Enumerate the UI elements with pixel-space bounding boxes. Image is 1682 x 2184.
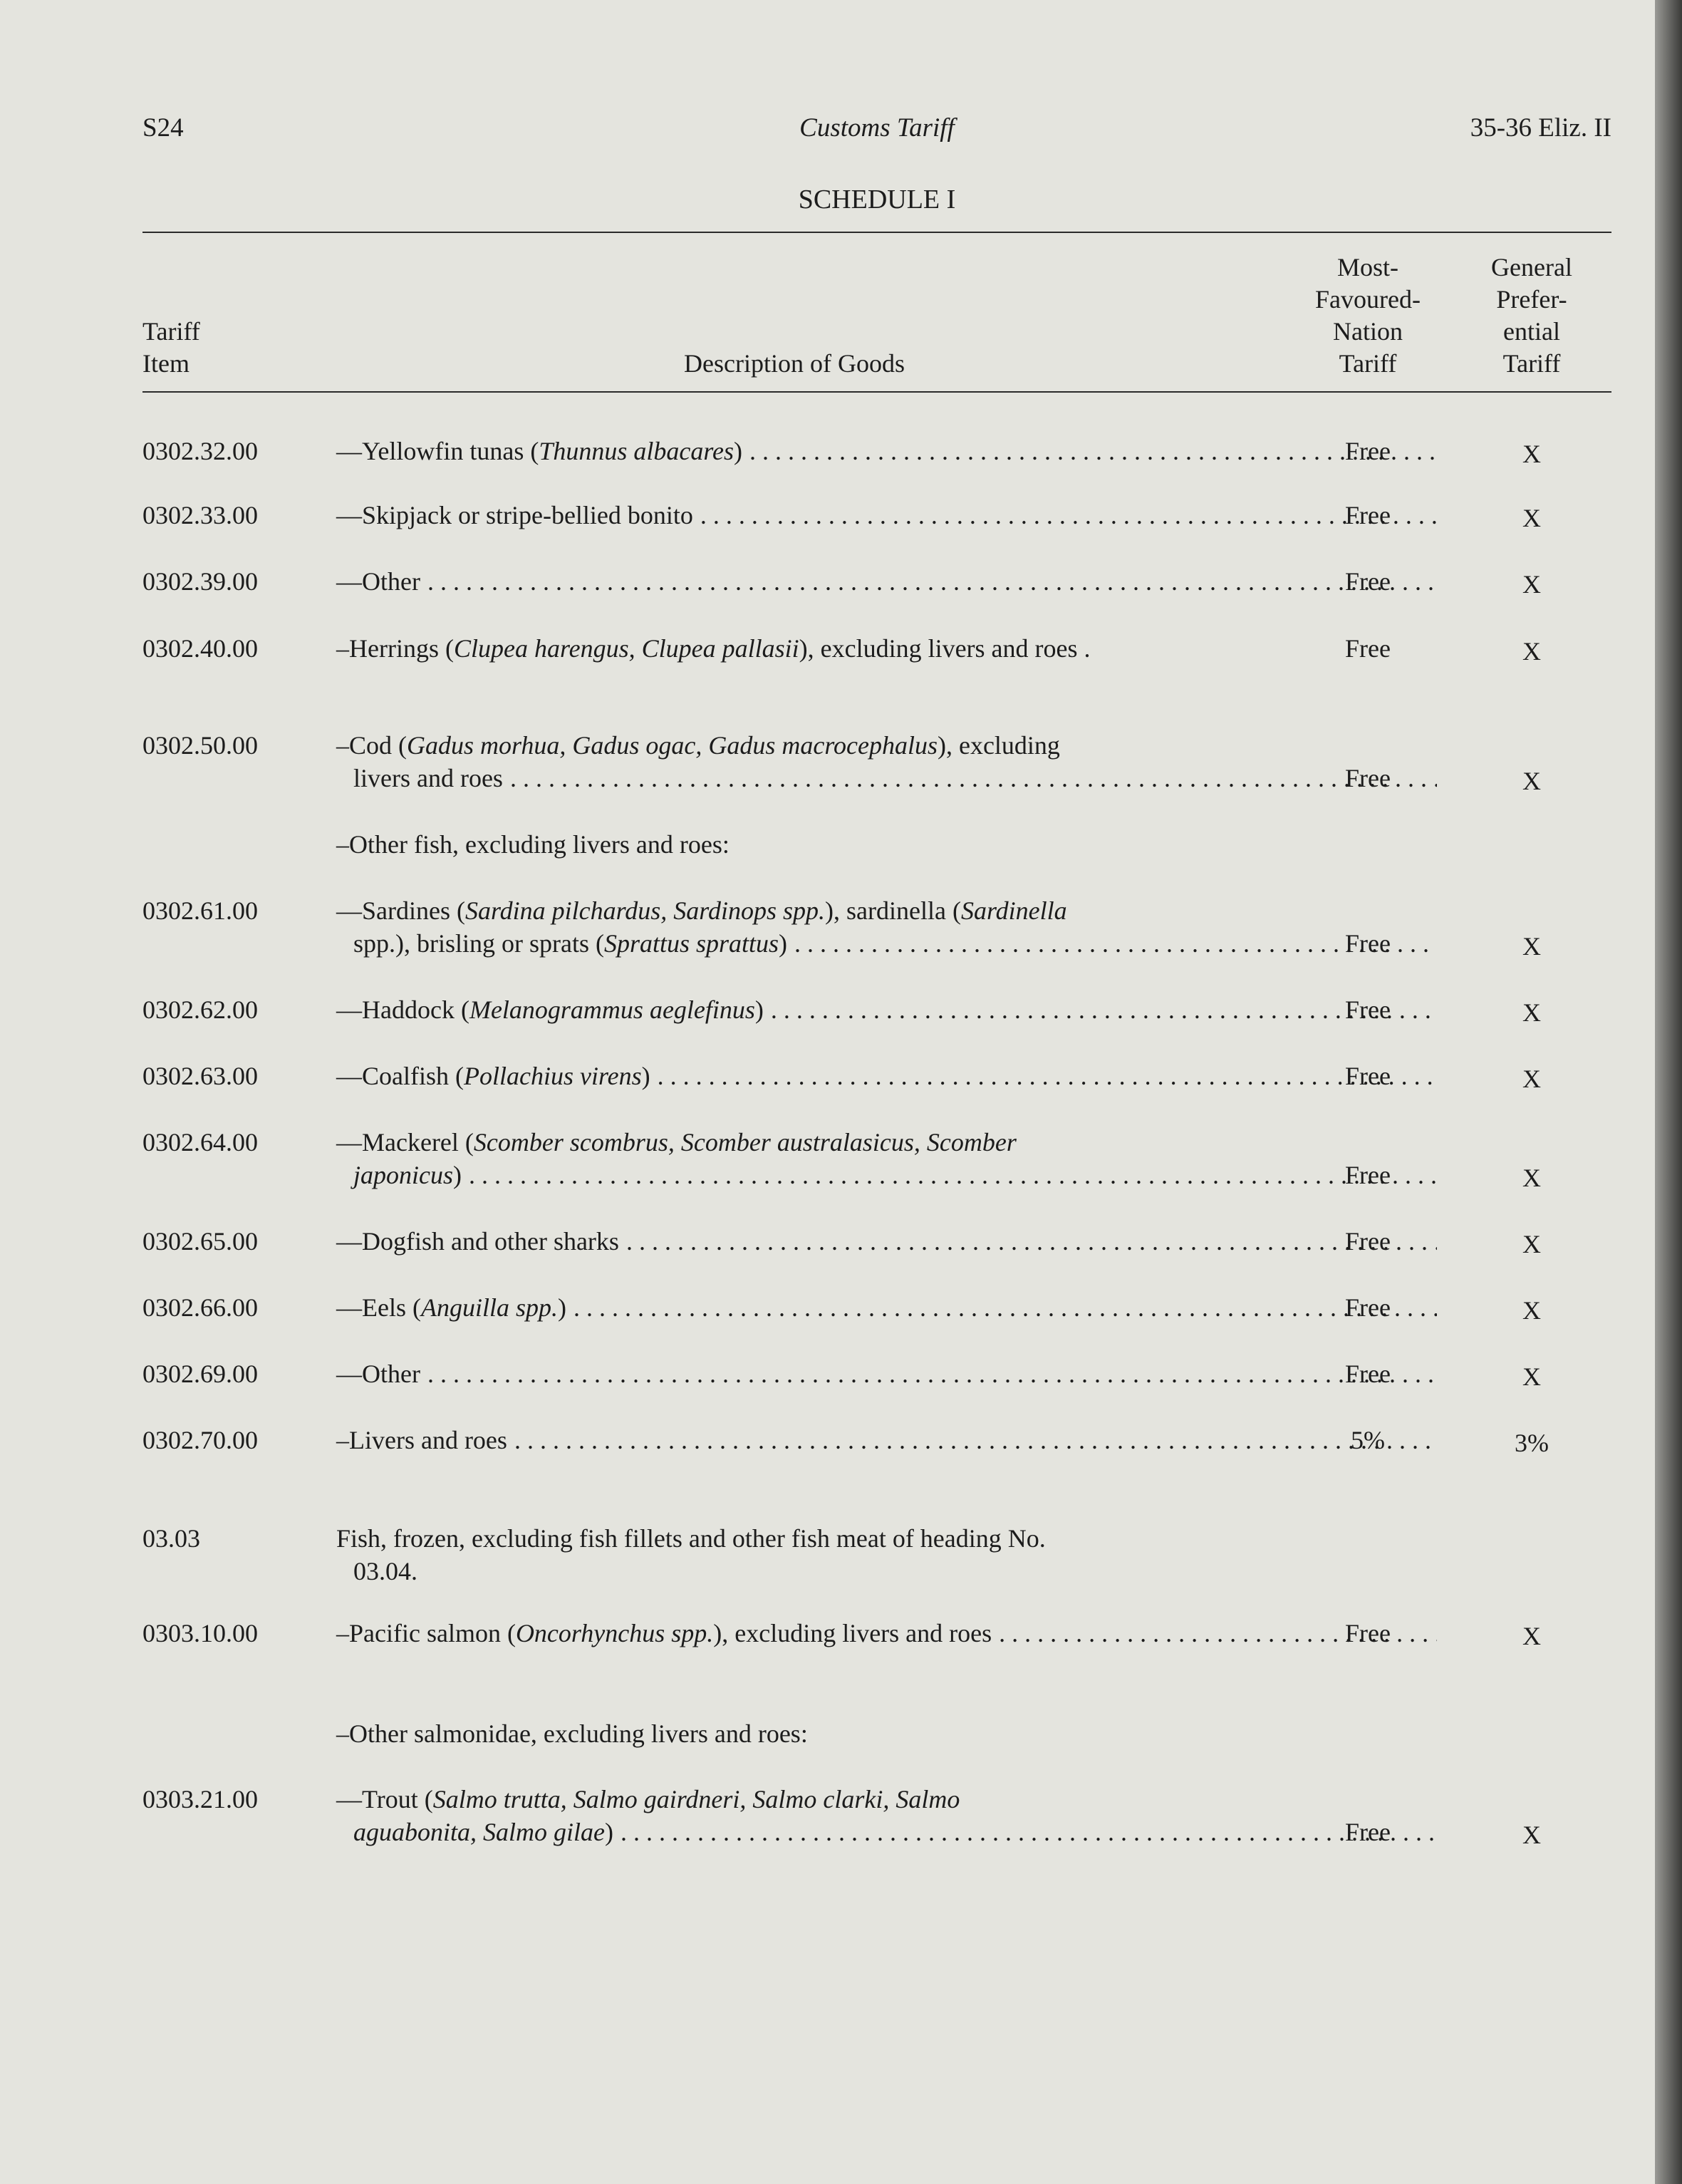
description-text: –Livers and roes bbox=[336, 1426, 507, 1454]
column-header-gpt-line: Prefer- bbox=[1496, 285, 1567, 314]
gpt-rate: X bbox=[1522, 767, 1541, 795]
description-text: Fish, frozen, excluding fish fillets and other fish meat of heading No. bbox=[336, 1524, 1046, 1553]
description-line-text bbox=[336, 1717, 808, 1750]
column-header-item-line: Tariff bbox=[142, 317, 200, 346]
description-line bbox=[336, 1225, 1437, 1258]
description-line-text bbox=[336, 1783, 960, 1816]
mfn-rate: Free bbox=[1345, 995, 1391, 1024]
description-line-text bbox=[353, 927, 787, 960]
mfn-rate: Free bbox=[1345, 437, 1391, 465]
description-text: —Haddock ( bbox=[336, 995, 469, 1024]
description-line bbox=[336, 1816, 1437, 1848]
tariff-item-code: 0302.66.00 bbox=[142, 1293, 258, 1322]
description-line bbox=[336, 499, 1437, 532]
description-text: —Yellowfin tunas ( bbox=[336, 437, 539, 465]
gpt-rate: X bbox=[1522, 932, 1541, 961]
gpt-rate: X bbox=[1522, 998, 1541, 1027]
description-line bbox=[336, 894, 1437, 927]
species-name: Gadus morhua, Gadus ogac, Gadus macrocephalus bbox=[407, 731, 938, 760]
species-name: japonicus bbox=[353, 1161, 453, 1189]
tariff-item-code: 0302.64.00 bbox=[142, 1128, 258, 1156]
description-text: —Coalfish ( bbox=[336, 1062, 464, 1090]
description-line-text bbox=[336, 1291, 566, 1324]
description-line-text bbox=[336, 1357, 420, 1390]
species-name: Sprattus sprattus bbox=[603, 929, 779, 958]
description-text: –Pacific salmon ( bbox=[336, 1619, 516, 1647]
species-name: Thunnus albacares bbox=[539, 437, 734, 465]
column-header-mfn-line: Favoured- bbox=[1315, 285, 1421, 314]
gpt-rate: X bbox=[1522, 1296, 1541, 1325]
tariff-item-code: 0302.69.00 bbox=[142, 1360, 258, 1388]
description-text: ), excluding bbox=[937, 731, 1060, 760]
description-line-text bbox=[336, 1424, 507, 1456]
description-text: ) bbox=[453, 1161, 462, 1189]
gpt-rate: X bbox=[1522, 570, 1541, 599]
description-line bbox=[336, 1783, 1437, 1816]
description-line-text bbox=[336, 828, 730, 861]
description-line-text bbox=[336, 993, 764, 1026]
tariff-item-code: 0302.33.00 bbox=[142, 501, 258, 529]
description-line-text bbox=[336, 435, 742, 467]
description-text: –Herrings ( bbox=[336, 634, 454, 663]
tariff-item-code: 0303.10.00 bbox=[142, 1619, 258, 1647]
description-text: ), excluding livers and roes bbox=[713, 1619, 992, 1647]
goods-description bbox=[336, 565, 1437, 598]
dot-leader bbox=[427, 565, 1437, 598]
tariff-item-code: 0302.32.00 bbox=[142, 437, 258, 465]
column-header-mfn-line: Tariff bbox=[1339, 349, 1397, 378]
description-line bbox=[336, 1126, 1437, 1159]
scan-edge bbox=[1655, 0, 1682, 2184]
column-header-item-line: Item bbox=[142, 349, 190, 378]
column-header-mfn bbox=[1297, 252, 1439, 380]
tariff-item-code: 0302.40.00 bbox=[142, 634, 258, 663]
description-line bbox=[336, 729, 1437, 762]
description-text: —Mackerel ( bbox=[336, 1128, 474, 1156]
goods-description bbox=[336, 1357, 1437, 1390]
description-text: –Cod ( bbox=[336, 731, 407, 760]
description-line bbox=[336, 1159, 1437, 1191]
mfn-rate: Free bbox=[1345, 501, 1391, 529]
dot-leader bbox=[469, 1159, 1437, 1191]
description-line-text bbox=[336, 1225, 619, 1258]
description-text: ), sardinella ( bbox=[825, 896, 961, 925]
species-name: Sardina pilchardus, Sardinops spp. bbox=[464, 896, 826, 925]
mfn-rate: Free bbox=[1345, 1062, 1391, 1090]
mfn-rate: 5% bbox=[1351, 1426, 1385, 1454]
goods-description bbox=[336, 729, 1437, 795]
mfn-rate: Free bbox=[1345, 1293, 1391, 1322]
description-line-text bbox=[336, 1060, 650, 1092]
tariff-item-code: 0302.50.00 bbox=[142, 731, 258, 760]
tariff-item-code: 0302.65.00 bbox=[142, 1227, 258, 1256]
species-name: Sardinella bbox=[960, 896, 1067, 925]
description-line-text bbox=[336, 1126, 1017, 1159]
schedule-title: SCHEDULE I bbox=[798, 185, 956, 214]
description-text: 03.04. bbox=[353, 1557, 417, 1585]
description-line-text bbox=[336, 1522, 1046, 1555]
description-line bbox=[336, 435, 1437, 467]
description-line bbox=[336, 993, 1437, 1026]
description-line-text bbox=[336, 1617, 992, 1650]
mfn-rate: Free bbox=[1345, 929, 1391, 958]
description-text: ) bbox=[641, 1062, 650, 1090]
goods-description bbox=[336, 499, 1437, 532]
goods-description bbox=[336, 894, 1437, 960]
description-text: —Trout ( bbox=[336, 1785, 433, 1813]
tariff-item-code: 03.03 bbox=[142, 1524, 200, 1553]
species-name: Salmo trutta, Salmo gairdneri, Salmo clarki, Salmo bbox=[432, 1785, 960, 1813]
column-header-gpt-line: Tariff bbox=[1502, 349, 1561, 378]
description-text: —Other bbox=[336, 567, 420, 596]
top-rule bbox=[142, 232, 1611, 233]
goods-description bbox=[336, 828, 1437, 861]
page-number: S24 bbox=[142, 113, 184, 143]
goods-description bbox=[336, 435, 1437, 467]
description-text: ) bbox=[779, 929, 788, 958]
goods-description bbox=[336, 1291, 1437, 1324]
tariff-item-code: 0302.39.00 bbox=[142, 567, 258, 596]
goods-description bbox=[336, 1783, 1437, 1848]
goods-description bbox=[336, 632, 1437, 665]
description-line-text bbox=[336, 565, 420, 598]
description-text: livers and roes bbox=[353, 764, 503, 792]
species-name: Anguilla spp. bbox=[420, 1293, 558, 1322]
goods-description bbox=[336, 1225, 1437, 1258]
mfn-rate: Free bbox=[1345, 1818, 1391, 1846]
description-line bbox=[336, 565, 1437, 598]
description-line bbox=[336, 1522, 1437, 1555]
description-line-text bbox=[336, 632, 1091, 665]
mfn-rate: Free bbox=[1345, 1161, 1391, 1189]
description-line bbox=[336, 828, 1437, 861]
mfn-rate: Free bbox=[1345, 567, 1391, 596]
goods-description bbox=[336, 993, 1437, 1026]
description-text: ) bbox=[557, 1293, 566, 1322]
tariff-item-code: 0303.21.00 bbox=[142, 1785, 258, 1813]
tariff-item-code: 0302.70.00 bbox=[142, 1426, 258, 1454]
goods-description bbox=[336, 1424, 1437, 1456]
tariff-item-code: 0302.63.00 bbox=[142, 1062, 258, 1090]
species-name: Scomber scombrus, Scomber australasicus, Scomber bbox=[473, 1128, 1017, 1156]
description-line bbox=[336, 1717, 1437, 1750]
column-header-mfn-line: Most- bbox=[1336, 253, 1398, 281]
gpt-rate: 3% bbox=[1515, 1429, 1549, 1457]
gpt-rate: X bbox=[1522, 504, 1541, 532]
column-header-gpt-line: General bbox=[1491, 253, 1572, 281]
description-line bbox=[336, 1357, 1437, 1390]
description-text: —Dogfish and other sharks bbox=[336, 1227, 619, 1256]
gpt-rate: X bbox=[1522, 1164, 1541, 1192]
running-header bbox=[142, 113, 1611, 148]
goods-description bbox=[336, 1617, 1437, 1650]
mfn-rate: Free bbox=[1345, 764, 1391, 792]
species-name: Clupea harengus, Clupea pallasii bbox=[453, 634, 799, 663]
description-line bbox=[336, 762, 1437, 795]
description-text: spp.), brisling or sprats ( bbox=[353, 929, 604, 958]
description-line bbox=[336, 927, 1437, 960]
column-header-item bbox=[142, 316, 200, 380]
description-line bbox=[336, 1424, 1437, 1456]
description-line-text bbox=[336, 729, 1060, 762]
description-text: —Other bbox=[336, 1360, 420, 1388]
description-text: –Other salmonidae, excluding livers and roes: bbox=[336, 1719, 808, 1748]
description-line-text bbox=[336, 894, 1067, 927]
description-text: ), excluding livers and roes . bbox=[799, 634, 1091, 663]
gpt-rate: X bbox=[1522, 1362, 1541, 1391]
column-header-description: Description of Goods bbox=[684, 349, 905, 378]
mfn-rate: Free bbox=[1345, 1619, 1391, 1647]
description-text: —Sardines ( bbox=[336, 896, 465, 925]
description-line bbox=[336, 1060, 1437, 1092]
header-rule bbox=[142, 391, 1611, 393]
gpt-rate: X bbox=[1522, 440, 1541, 468]
mfn-rate: Free bbox=[1345, 1360, 1391, 1388]
gpt-rate: X bbox=[1522, 1230, 1541, 1258]
description-line bbox=[336, 632, 1437, 665]
gpt-rate: X bbox=[1522, 1821, 1541, 1849]
column-header-gpt bbox=[1460, 252, 1603, 380]
dot-leader bbox=[427, 1357, 1437, 1390]
species-name: aguabonita, Salmo gilae bbox=[353, 1818, 605, 1846]
mfn-rate: Free bbox=[1345, 1227, 1391, 1256]
description-text: ) bbox=[605, 1818, 613, 1846]
description-text: ) bbox=[734, 437, 743, 465]
description-line bbox=[336, 1617, 1437, 1650]
species-name: Melanogrammus aeglefinus bbox=[469, 995, 755, 1024]
description-line-text bbox=[353, 1555, 417, 1588]
gpt-rate: X bbox=[1522, 1622, 1541, 1650]
description-text: –Other fish, excluding livers and roes: bbox=[336, 830, 730, 859]
species-name: Oncorhynchus spp. bbox=[515, 1619, 714, 1647]
gpt-rate: X bbox=[1522, 637, 1541, 666]
mfn-rate: Free bbox=[1345, 634, 1391, 663]
goods-description bbox=[336, 1717, 1437, 1750]
goods-description bbox=[336, 1522, 1437, 1588]
description-line-text bbox=[353, 1816, 613, 1848]
goods-description bbox=[336, 1060, 1437, 1092]
description-line-text bbox=[353, 1159, 462, 1191]
description-line-text bbox=[353, 762, 503, 795]
description-text: —Skipjack or stripe-bellied bonito bbox=[336, 501, 693, 529]
tariff-item-code: 0302.61.00 bbox=[142, 896, 258, 925]
description-text: —Eels ( bbox=[336, 1293, 421, 1322]
species-name: Pollachius virens bbox=[463, 1062, 642, 1090]
description-line-text bbox=[336, 499, 693, 532]
description-line bbox=[336, 1555, 1437, 1588]
column-header-gpt-line: ential bbox=[1503, 317, 1560, 346]
page-title: Customs Tariff bbox=[799, 113, 955, 143]
column-header-mfn-line: Nation bbox=[1333, 317, 1403, 346]
gpt-rate: X bbox=[1522, 1065, 1541, 1093]
tariff-item-code: 0302.62.00 bbox=[142, 995, 258, 1024]
description-line bbox=[336, 1291, 1437, 1324]
session-label: 35-36 Eliz. II bbox=[1470, 113, 1611, 143]
goods-description bbox=[336, 1126, 1437, 1191]
description-text: ) bbox=[754, 995, 764, 1024]
